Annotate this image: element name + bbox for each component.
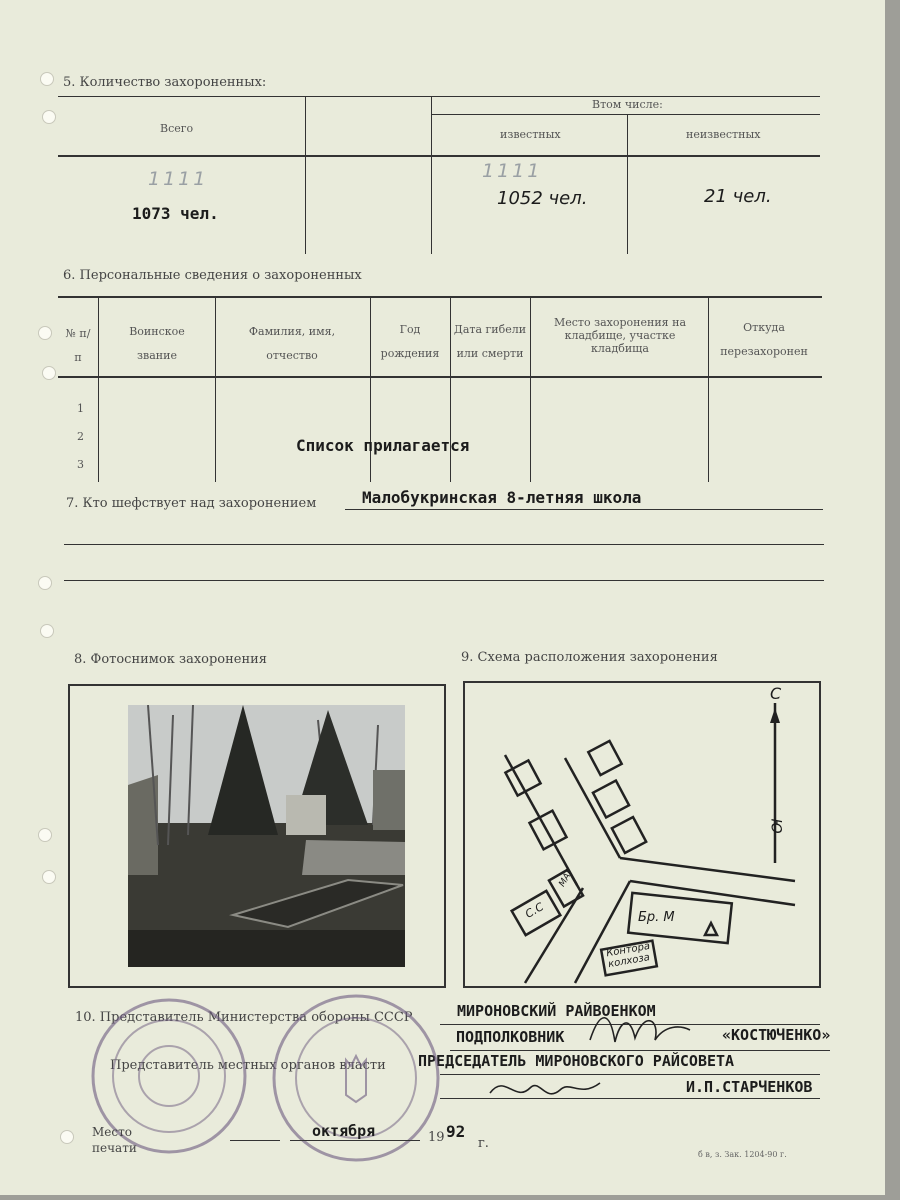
table6-vline xyxy=(530,296,531,482)
table5-vline xyxy=(431,96,432,254)
col-including-header: Втом числе: xyxy=(592,98,663,111)
date-month: октября xyxy=(312,1122,376,1140)
section7-rule xyxy=(345,509,823,510)
total-corr-marks: 1111 xyxy=(148,168,209,190)
punch-hole xyxy=(40,72,54,86)
punch-hole xyxy=(42,366,56,380)
header-reburied-from: Откуда перезахоронен xyxy=(720,321,808,358)
typed-military-office: МИРОНОВСКИЙ РАЙВОЕНКОМ xyxy=(457,1002,656,1020)
place-of-seal-label: Место печати xyxy=(92,1125,137,1155)
section9-title: 9. Схема расположения захоронения xyxy=(461,650,718,665)
typed-commissar-name: «КОСТЮЧЕНКО» xyxy=(722,1026,831,1044)
table6-vline xyxy=(708,296,709,482)
table5-top-rule xyxy=(58,96,820,97)
row-number: 2 xyxy=(77,430,84,443)
typed-chairman-name: И.П.СТАРЧЕНКОВ xyxy=(686,1078,813,1096)
total-buried-value: 1073 чел. xyxy=(132,204,219,223)
year-prefix: 19 xyxy=(428,1130,445,1145)
known-buried-value: 1052 чел. xyxy=(497,188,588,209)
south-label: Ю xyxy=(767,818,784,834)
blank-rule xyxy=(64,544,824,545)
punch-hole xyxy=(38,326,52,340)
label-shop: МАГ xyxy=(557,867,576,889)
list-attached-note: Список прилагается xyxy=(296,436,470,455)
table5-header-rule xyxy=(58,155,820,157)
table5-vline xyxy=(627,114,628,254)
row-number: 1 xyxy=(77,402,84,415)
header-rank: Воинское звание xyxy=(129,325,185,362)
signature-starchenkov xyxy=(485,1068,605,1118)
table6-vline xyxy=(215,296,216,482)
signature-kostyuchenko xyxy=(585,1000,695,1060)
location-scheme xyxy=(465,683,819,986)
date-rule xyxy=(290,1140,420,1141)
punch-hole xyxy=(38,576,52,590)
punch-hole xyxy=(42,870,56,884)
col-unknown-header: неизвестных xyxy=(686,128,761,141)
table5-inner-rule xyxy=(432,114,820,115)
print-imprint: б в, з. Зак. 1204-90 г. xyxy=(698,1150,787,1159)
section5-title: 5. Количество захороненных: xyxy=(63,75,267,90)
section7-title: 7. Кто шефствует над захоронением xyxy=(66,496,317,511)
label-office: Контора колхоза xyxy=(605,940,651,971)
punch-hole xyxy=(40,624,54,638)
label-selsovet: С.С xyxy=(523,900,546,921)
ministry-rep-label: 10. Представитель Министерства обороны СССР xyxy=(75,1010,413,1025)
blank-rule xyxy=(64,580,824,581)
col-known-header: известных xyxy=(500,128,561,141)
header-full-name: Фамилия, имя, отчество xyxy=(248,325,336,362)
known-corr-marks: 1111 xyxy=(482,160,543,182)
header-number: № п/п xyxy=(65,327,91,364)
row-number: 3 xyxy=(77,458,84,471)
header-death-date: Дата гибели или смерти xyxy=(453,323,527,360)
patron-value: Малобукринская 8-летняя школа xyxy=(362,488,642,507)
year-suffix: 92 xyxy=(446,1122,466,1141)
section8-title: 8. Фотоснимок захоронения xyxy=(74,652,268,667)
north-label: С xyxy=(770,684,782,703)
section6-title: 6. Персональные сведения о захороненных xyxy=(63,268,362,283)
punch-hole xyxy=(38,828,52,842)
label-mass-grave: Бр. М xyxy=(638,910,675,925)
punch-hole xyxy=(60,1130,74,1144)
table5-vline xyxy=(305,96,306,254)
typed-chairman-title: ПРЕДСЕДАТЕЛЬ МИРОНОВСКОГО РАЙСОВЕТА xyxy=(418,1052,735,1070)
table6-vline xyxy=(98,296,99,482)
grave-photo xyxy=(128,705,405,967)
typed-rank: ПОДПОЛКОВНИК xyxy=(456,1028,565,1046)
punch-hole xyxy=(42,110,56,124)
year-unit: г. xyxy=(478,1136,489,1151)
unknown-buried-value: 21 чел. xyxy=(704,186,772,207)
col-total-header: Всего xyxy=(160,122,194,135)
header-grave-place: Место захоронения на кладбище, участке кладбища xyxy=(553,316,687,355)
date-rule xyxy=(230,1140,280,1141)
header-birth-year: Год рождения xyxy=(380,323,440,360)
local-rep-label: Представитель местных органов власти xyxy=(110,1058,386,1073)
